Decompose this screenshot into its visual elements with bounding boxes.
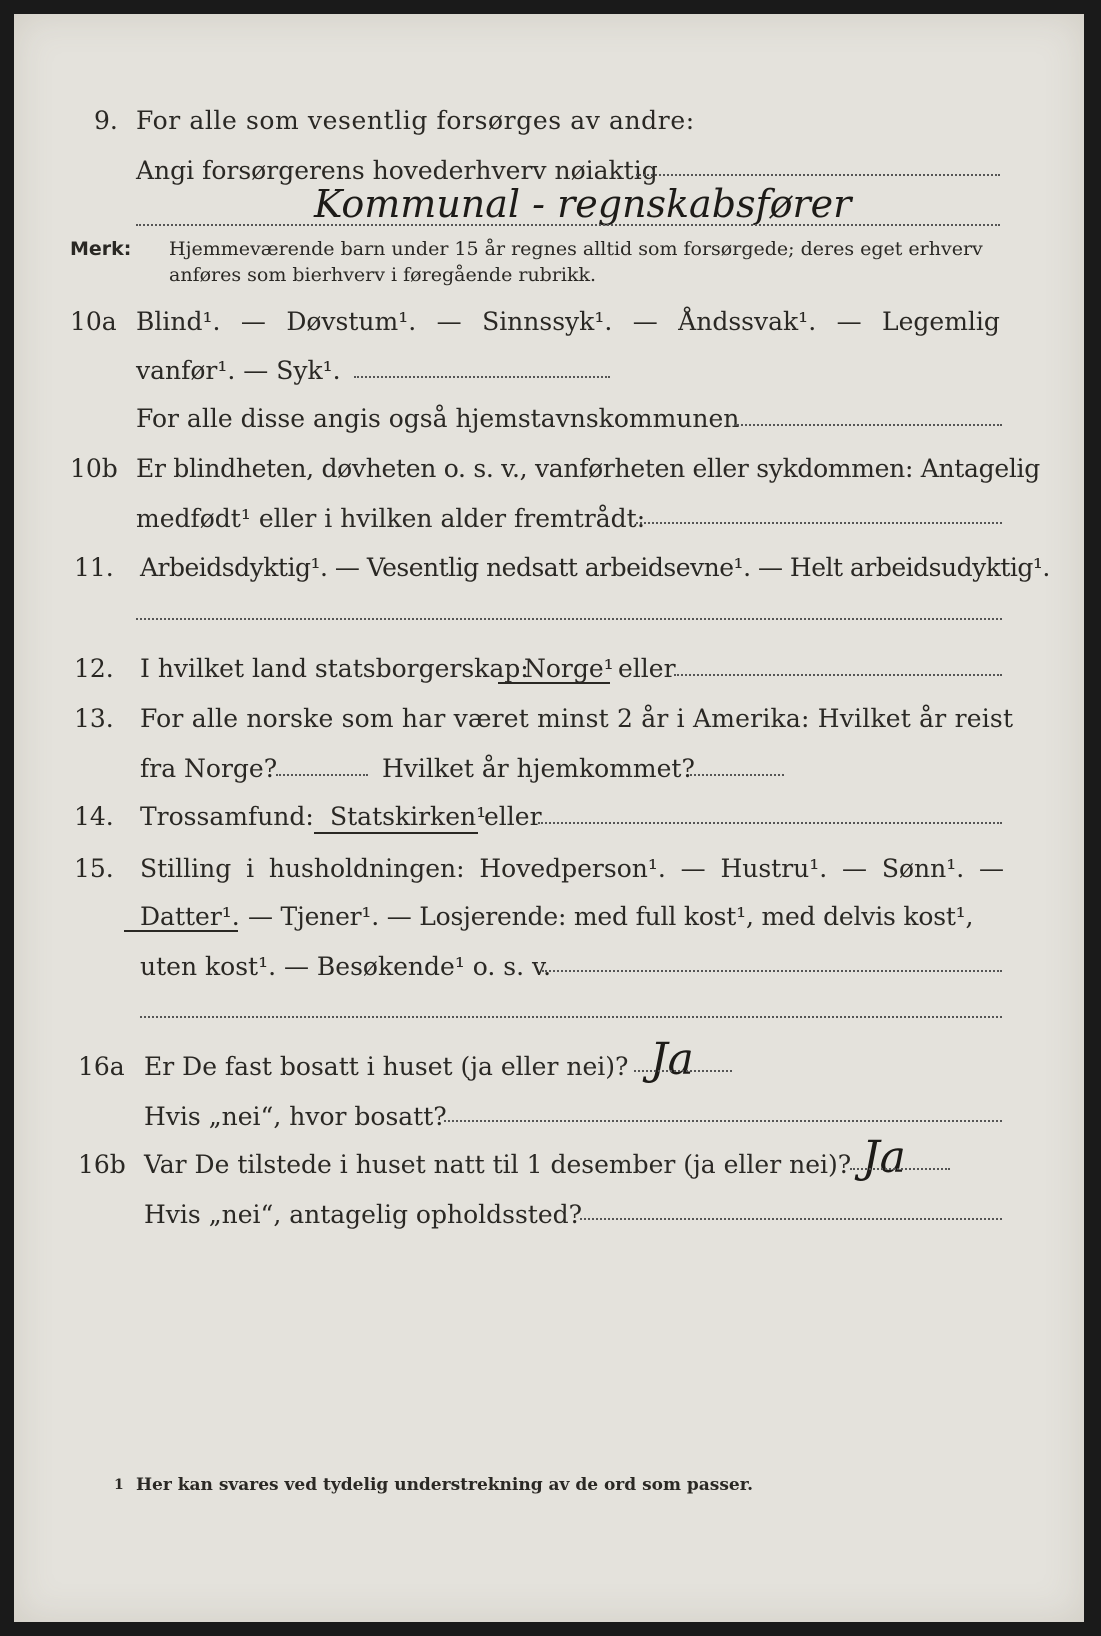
- footnote-text: Her kan svares ved tydelig understrekning av de ord som passer.: [136, 1475, 754, 1495]
- q14-statskirken-underline: [314, 832, 478, 834]
- option-andssvak: Åndssvak¹.: [678, 307, 817, 336]
- q12-number: 12.: [74, 654, 114, 683]
- q11-number: 11.: [74, 553, 114, 582]
- dash: —: [632, 307, 658, 336]
- q13-line1: For alle norske som har været minst 2 år i Amerika: Hvilket år reist: [140, 704, 1014, 733]
- q13-hjemkommet-dotted-line: [690, 774, 784, 776]
- merk-label: Merk:: [70, 238, 132, 260]
- q9-dotted-line: [636, 174, 1000, 176]
- q13-reist-dotted-line: [276, 774, 368, 776]
- option-sonn: Sønn¹.: [881, 854, 965, 883]
- q12-suffix: eller: [618, 654, 676, 683]
- q10a-line1: [136, 307, 1000, 337]
- dash: —: [842, 854, 868, 883]
- dash: —: [436, 307, 462, 336]
- option-hustru: Hustru¹.: [720, 854, 828, 883]
- q10a-syk-dotted-line: [354, 376, 610, 378]
- word: husholdningen:: [268, 854, 465, 883]
- q10b-dotted-line: [636, 522, 1002, 524]
- q10a-number: 10a: [70, 307, 117, 336]
- q16a-number: 16a: [78, 1052, 125, 1081]
- q15-dotted-line: [542, 970, 1002, 972]
- word: Stilling: [140, 854, 232, 883]
- q16a-line2: Hvis „nei“, hvor bosatt?: [144, 1102, 447, 1131]
- q9-line2: Angi forsørgerens hovederhverv nøiaktig: [136, 156, 658, 185]
- q15-extra-dotted-line: [140, 1016, 1002, 1018]
- option-legemlig: Legemlig: [882, 307, 1000, 336]
- dash: —: [680, 854, 706, 883]
- q9-handwritten-answer: Kommunal - regnskabsfører: [314, 182, 852, 226]
- q13-line2a: fra Norge?: [140, 754, 278, 783]
- q13-line2b: Hvilket år hjemkommet?: [382, 754, 695, 783]
- q16b-opholdssted-dotted-line: [580, 1218, 1002, 1220]
- q10b-line1: Er blindheten, døvheten o. s. v., vanførheten eller sykdommen: Antagelig: [136, 454, 1040, 483]
- q16b-answer-dotted-line: [850, 1168, 950, 1170]
- q12-norge-underline: [498, 682, 610, 684]
- q15-line3: uten kost¹. — Besøkende¹ o. s. v.: [140, 952, 552, 981]
- q15-option-datter: Datter¹.: [140, 902, 240, 931]
- q16a-bosatt-dotted-line: [444, 1120, 1002, 1122]
- q9-answer-line: [136, 224, 1000, 226]
- dash: —: [240, 307, 266, 336]
- q16a-answer-dotted-line: [634, 1070, 732, 1072]
- q10b-number: 10b: [70, 454, 118, 483]
- q15-datter-underline: [124, 930, 238, 932]
- footnote-marker: 1: [114, 1477, 124, 1493]
- q15-number: 15.: [74, 854, 114, 883]
- q14-suffix: eller: [484, 802, 542, 831]
- q16a-handwritten-answer: Ja: [650, 1034, 694, 1085]
- dash: —: [979, 854, 1004, 883]
- dash: —: [836, 307, 862, 336]
- q10a-line2: vanfør¹. — Syk¹.: [136, 356, 341, 385]
- q16b-line1: Var De tilstede i huset natt til 1 desember (ja eller nei)?: [144, 1150, 852, 1179]
- q10a-line3: For alle disse angis også hjemstavnskommunen: [136, 404, 740, 433]
- q13-number: 13.: [74, 704, 114, 733]
- option-hovedperson: Hovedperson¹.: [479, 854, 666, 883]
- q12-option-norge: Norge¹: [524, 654, 614, 683]
- q16b-line2: Hvis „nei“, antagelig opholdssted?: [144, 1200, 583, 1229]
- q10a-hjemstavn-dotted-line: [734, 424, 1002, 426]
- merk-line1: Hjemmeværende barn under 15 år regnes alltid som forsørgede; deres eget erhverv: [169, 238, 983, 260]
- q11-dotted-line: [136, 618, 1002, 620]
- q9-number: 9.: [94, 106, 118, 135]
- q9-line1: For alle som vesentlig forsørges av andre:: [136, 106, 695, 135]
- q15-line1: [140, 854, 1004, 884]
- q16b-number: 16b: [78, 1150, 126, 1179]
- q11-line1: Arbeidsdyktig¹. — Vesentlig nedsatt arbeidsevne¹. — Helt arbeidsudyktig¹.: [140, 553, 1050, 582]
- option-sinnssyk: Sinnssyk¹.: [482, 307, 613, 336]
- q10b-line2: medfødt¹ eller i hvilken alder fremtrådt:: [136, 504, 646, 533]
- option-blind: Blind¹.: [136, 307, 221, 336]
- q14-number: 14.: [74, 802, 114, 831]
- merk-line2: anføres som bierhverv i føregående rubrikk.: [169, 264, 597, 286]
- q15-line2-rest: — Tjener¹. — Losjerende: med full kost¹, med delvis kost¹,: [248, 902, 974, 931]
- q14-prefix: Trossamfund:: [140, 802, 314, 831]
- q16b-handwritten-answer: Ja: [862, 1132, 906, 1183]
- q14-option-statskirken: Statskirken¹: [330, 802, 487, 831]
- option-dovstum: Døvstum¹.: [286, 307, 417, 336]
- q14-dotted-line: [538, 822, 1002, 824]
- q12-prefix: I hvilket land statsborgerskap:: [140, 654, 529, 683]
- word: i: [246, 854, 255, 883]
- q16a-line1: Er De fast bosatt i huset (ja eller nei)?: [144, 1052, 629, 1081]
- q12-dotted-line: [674, 674, 1002, 676]
- census-form-page: [14, 14, 1084, 1622]
